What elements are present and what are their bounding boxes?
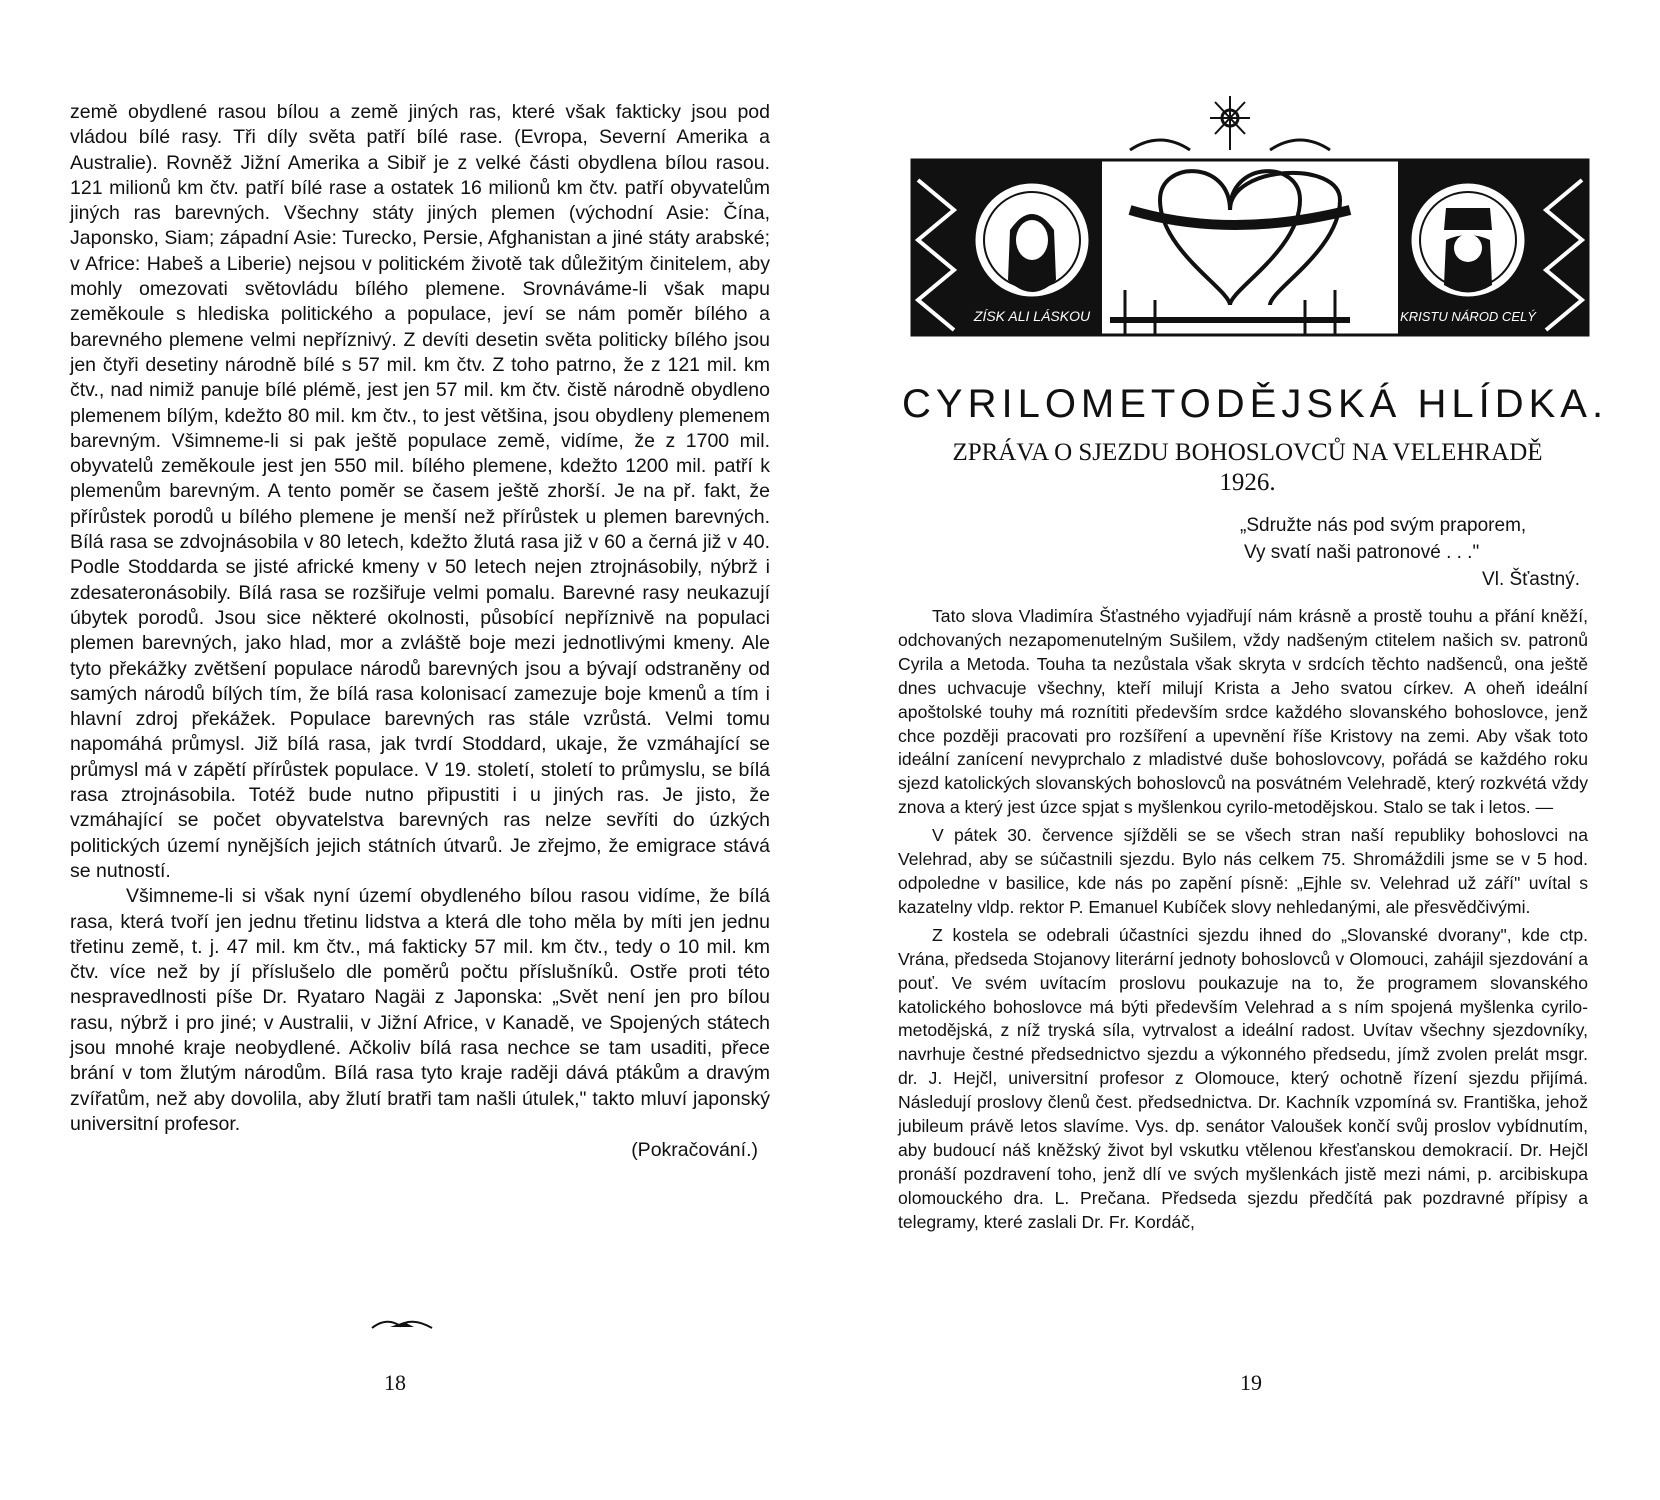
right-paragraph-3: Z kostela se odebrali účastníci sjezdu ihned do „Slovanské dvorany", kde ctp. Vrána, předseda Stojanovy literární jednoty bohoslovců v Olomouci, zahájil sjezdování a pouť. Ve svém uvítacím proslovu poukazuje na to, že programem slovanského katolického bohoslovce má býti především Velehrad a s ním spojená myšlenka cyrilo-metodějská, z níž tryská síla, vytrvalost a ideální radost. Uvítav všechny sjezdovníky, navrhuje čestné předsednictvo sjezdu a výkonného předsedu, jímž zvolen prelát msgr. dr. J. Hejčl, universitní profesor z Olomouce, který ochotně řízení sjezdu přijímá. Následují proslovy členů čest. předsednictva. Dr. Kachník vzpomíná sv. Františka, jehož jubileum právě letos slavíme. Vys. dp. senátor Valoušek končí svůj proslov vybídnutím, aby budoucí náš kněžský život byl vskutku vtělenou křesťanskou demokracií. Dr. Hejčl pronáší pozdravení toho, jenž dlí ve svých myšlenkách jistě mezi námi, p. arcibiskupa olomouckého dra. L. Prečana. Předseda sjezdu předčítá pak pozdravné přípisy a telegramy, které zaslali Dr. Fr. Kordáč, — [898, 924, 1588, 1232]
left-paragraph-2: Všimneme-li si však nyní území obydleného bílou rasou vidíme, že bílá rasa, která tvoří jen jednu třetinu lidstva a která dle toho měla by míti jen jednu třetinu země, t. j. 47 mil. km čtv., má fakticky 57 mil. km čtv., tedy o 10 mil. km čtv. více než by jí příslušelo dle poměrů počtu příslušníků. Ostře proti této nespravedlnosti píše Dr. Ryataro Nagäi z Japonska: „Svět není jen pro bílou rasu, nýbrž i pro jiné; v Australii, v Jižní Africe, v Kanadě, ve Spojených státech jsou mnohé kraje neobydlené. Ačkoliv bílá rasa nechce se tam usaditi, přece brání v tom žlutým národům. Bílá rasa tyto kraje raději dává ptákům a dravým zvířatům, než aby dovolila, aby žlutí bratři tam našli útulek," takto mluví japonský universitní profesor. — [70, 885, 770, 1135]
subtitle-line-2: 1926. — [1219, 469, 1276, 496]
right-paragraph-2: V pátek 30. července sjížděli se se všech stran naší republiky bohoslovci na Velehrad, aby se súčastnili sjezdu. Bylo nás celkem 75. Shromáždili jsme se v 5 hod. odpoledne v basilice, kde nás po zapění písně: „Ejhle sv. Velehrad už září" uvítal s kazatelny vldp. rektor P. Emanuel Kubíček slovy nehledanými, ale přesvědčivými. — [898, 825, 1588, 917]
banner-text-left: ZÍSK ALI LÁSKOU — [973, 308, 1091, 324]
motto-line-1: „Sdružte nás pod svým praporem, — [1240, 515, 1527, 536]
banner-saints-icon — [910, 90, 1590, 360]
motto-author: Vl. Šťastný. — [1482, 569, 1580, 590]
left-page-column — [70, 100, 770, 1162]
page-number-left: 18 — [384, 1370, 406, 1395]
right-page-body — [898, 605, 1588, 1239]
right-paragraph-1: Tato slova Vladimíra Šťastného vyjadřují nám krásně a prostě touhu a přání kněží, odchovaných nezapomenutelným Sušilem, vždy nadšeným ctitelem našich sv. patronů Cyrila a Metoda. Touha ta nezůstala však skryta v srdcích těchto nadšenců, ona ještě dnes uchvacuje všechny, kteří milují Krista a Jeho svatou církev. A oheň ideální apoštolské touhy má roznítiti především srdce každého slovanského bohoslovce, jenž chce později pracovati pro rozšíření a upevnění říše Kristovy na zemi. Aby však toto ideální zanícení nevyprchalo z mladistvé duše bohoslovcovy, pořádá se každého roku sjezd katolických slovanských bohoslovců na posvátném Velehradě, který rozkvétá vždy znova a který jest úzce spjat s myšlenkou cyrilo-metodějskou. Stalo se tak i letos. — — [898, 606, 1588, 818]
banner-text-right: KRISTU NÁROD CELÝ — [1400, 309, 1536, 324]
page-number-right: 19 — [1240, 1370, 1262, 1395]
subtitle-line-1: ZPRÁVA O SJEZDU BOHOSLOVCŮ NA VELEHRADĚ — [952, 439, 1543, 466]
motto-line-2: Vy svatí naši patronové . . ." — [1244, 542, 1480, 563]
motto-quote — [1240, 512, 1590, 593]
continued-note: (Pokračování.) — [631, 1139, 758, 1162]
left-paragraph-1: země obydlené rasou bílou a země jiných ras, které však fakticky jsou pod vládou bílé rasy. Tři díly světa patří bílé rase. (Evropa, Severní Amerika a Australie). Rovněž Jižní Amerika a Sibiř je z velké části obydlena bílou rasou. 121 milionů km čtv. patří bílé rase a ostatek 16 milionů km čtv. patří obyvatelům jiných ras barevných. Všechny státy jiných plemen (východní Asie: Čína, Japonsko, Siam; západní Asie: Turecko, Persie, Afghanistan a jiné státy arabské; v Africe: Habeš a Liberie) nejsou v politickém životě tak důležitým činitelem, aby mohly omezovati světovládu bílého plemene. Srovnáváme-li však mapu zeměkoule s hlediska politického a populace, jeví se nám poměr bílého a barevného plemene velmi nepříznivý. Z devíti desetin světa politicky bílého jsou jen čtyři desetiny národně bílé s 57 mil. km čtv. Z toho patrno, že z 121 mil. km čtv., nad nimiž panuje bílé plémě, jest jen 57 mil. km čtv. čistě národně obydleno plemenem bílým, kdežto 80 mil. km čtv., to jest většina, jsou obydleny plemenem barevným. Všimneme-li si pak ještě populace země, vidíme, že z 1700 mil. obyvatelů zeměkoule jest jen 550 mil. bílého plemene, kdežto 1200 mil. patří k plemenům barevným. A tento poměr se časem ještě zhorší. Je na př. fakt, že přírůstek porodů u bílého plemene je menší než přírůstek u plemen barevných. Bílá rasa se zdvojnásobila v 80 letech, kdežto žlutá rasa již v 60 a černá již v 40. Podle Stoddarda se jisté africké kmeny v 50 letech nejen ztrojnásobily, nýbrž i zdesateronásobily. Bílá rasa se rozšiřuje velmi pomalu. Barevné rasy neukazují úbytek porodů. Jsou sice některé okolnosti, působící nepříznivě na populaci plemen barevných, jako hlad, mor a zvláště boje mezi jednotlivými kmeny. Ale tyto překážky zvětšení populace národů barevných jsou a bývají odstraněny od samých národů bílých tím, že bílá rasa kolonisací zamezuje boje kmenů a tím i hlavní zdroj překážek. Populace barevných ras stále vzrůstá. Velmi tomu napomáhá průmysl. Již bílá rasa, jak tvrdí Stoddard, ukaje, že vzmáhající se průmysl má v zápětí přírůstek populace. V 19. století, století to průmyslu, se bílá rasa ztrojnásobila. Totéž bude nutno připustiti i u jiných ras. Je jisto, že vzmáhající se počet obyvatelstva barevných ras nelze sevříti do úzkých politických území nynějších jejich státních útvarů. Je zřejmo, že emigrace stává se nutností. — [70, 101, 770, 882]
ornament-icon — [370, 1318, 434, 1332]
subtitle — [895, 438, 1600, 498]
page-title: CYRILOMETODĚJSKÁ HLÍDKA. — [902, 382, 1609, 426]
